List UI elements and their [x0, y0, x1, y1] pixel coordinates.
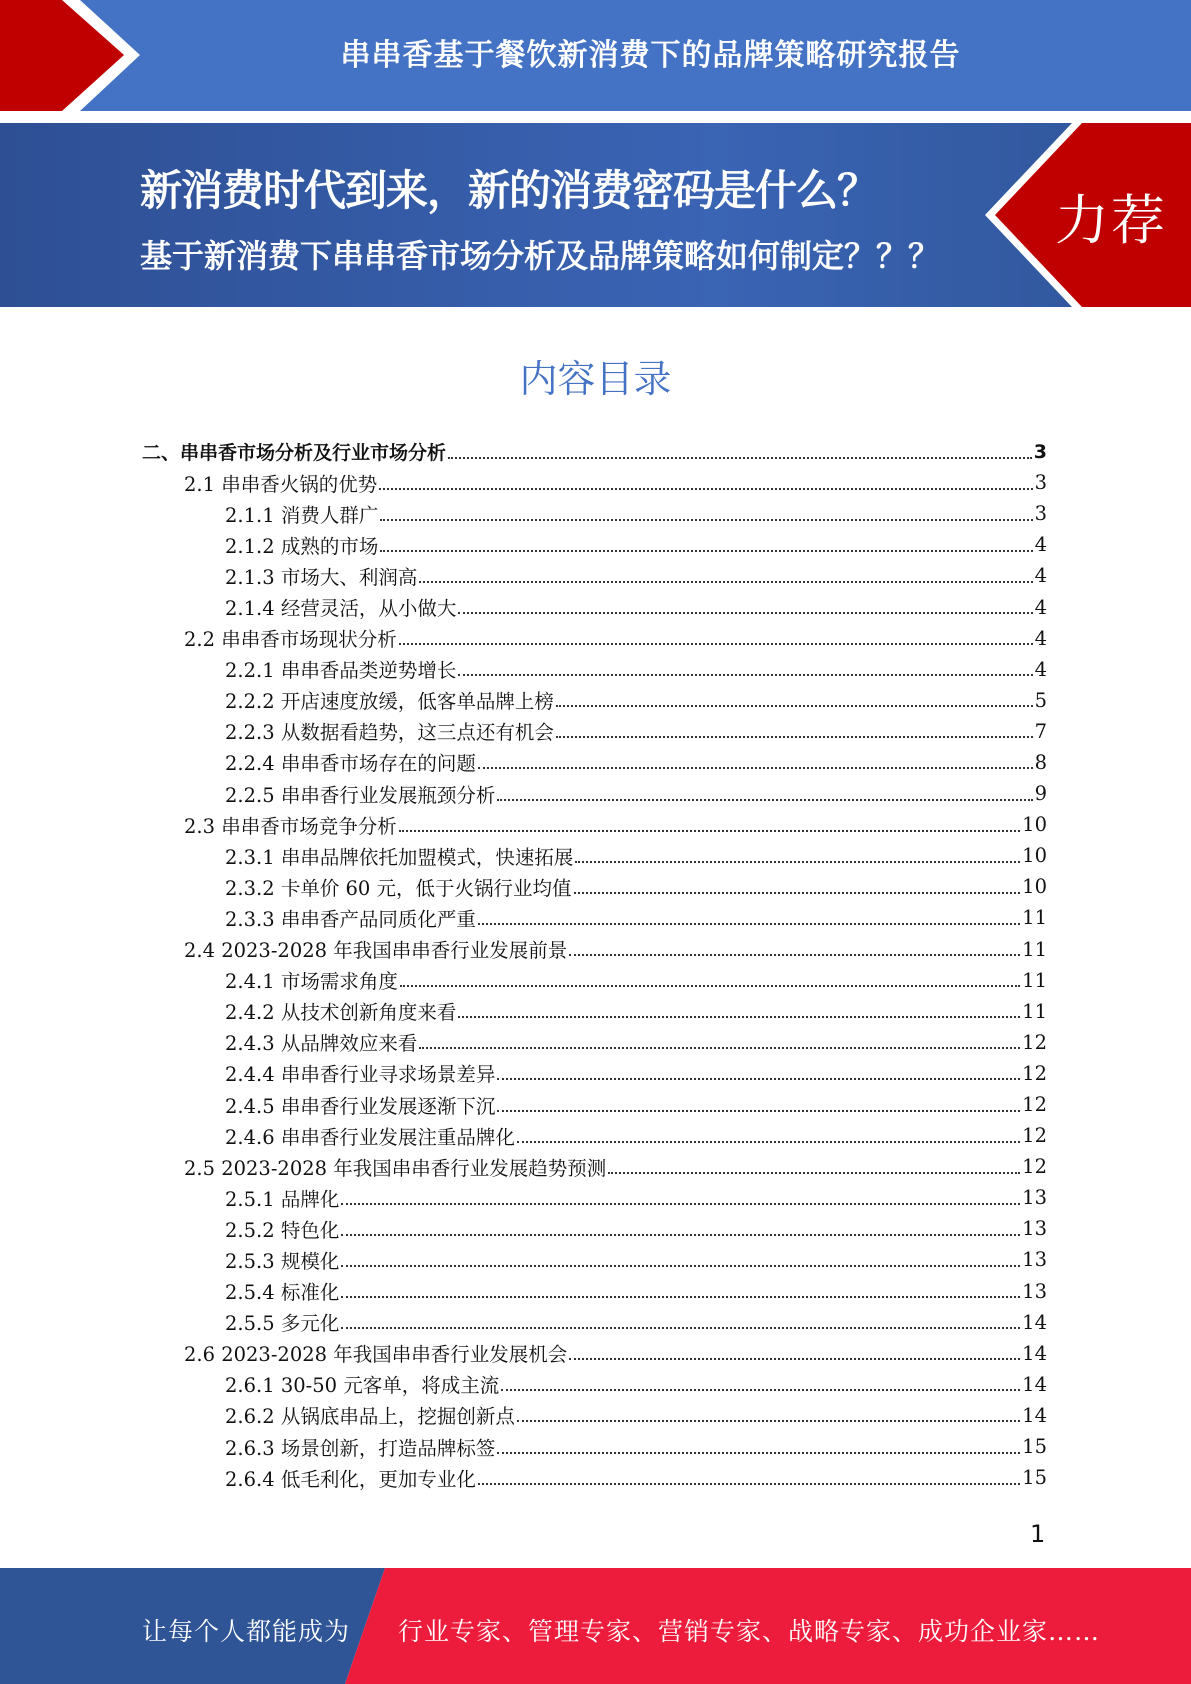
toc-dot-leader — [556, 736, 1033, 738]
toc-entry-page: 13 — [1022, 1279, 1047, 1303]
toc-entry-title: 2.3.1 串串品牌依托加盟模式，快速拓展 — [225, 845, 574, 869]
toc-entry-title: 2.4.2 从技术创新角度来看 — [225, 1001, 457, 1025]
toc-entry-title: 2.5.3 规模化 — [225, 1249, 340, 1273]
toc-entry-title: 2.2.3 从数据看趋势，这三点还有机会 — [225, 721, 554, 745]
toc-dot-leader — [501, 1389, 1020, 1391]
toc-dot-leader — [458, 1016, 1020, 1018]
toc-entry-page: 3 — [1034, 502, 1047, 526]
toc-entry-title: 2.3.3 串串香产品同质化严重 — [225, 907, 476, 931]
table-of-contents — [0, 436, 1191, 1493]
toc-entry-page: 12 — [1022, 1093, 1047, 1117]
toc-dot-leader — [419, 1047, 1020, 1049]
toc-entry-page: 10 — [1022, 844, 1047, 868]
toc-entry-page: 5 — [1034, 688, 1047, 712]
toc-entry[interactable] — [0, 1276, 1191, 1307]
toc-dot-leader — [574, 892, 1021, 894]
toc-entry-page: 14 — [1022, 1403, 1047, 1427]
toc-entry-title: 2.6.1 30-50 元客单，将成主流 — [225, 1374, 500, 1398]
toc-dot-leader — [458, 612, 1032, 614]
toc-entry-title: 二、串串香市场分析及行业市场分析 — [142, 442, 447, 465]
toc-entry-page: 12 — [1022, 1061, 1047, 1085]
toc-entry-title: 2.1.4 经营灵活，从小做大 — [225, 597, 457, 621]
toc-entry-title: 2.5.1 品牌化 — [225, 1187, 340, 1211]
toc-entry[interactable] — [0, 498, 1191, 529]
toc-entry-page: 10 — [1022, 813, 1047, 837]
toc-dot-leader — [478, 1483, 1020, 1485]
toc-dot-leader — [478, 923, 1020, 925]
toc-entry[interactable] — [0, 809, 1191, 840]
toc-entry-title: 2.3 串串香市场竞争分析 — [184, 814, 397, 838]
toc-entry[interactable] — [0, 1182, 1191, 1213]
red-chevron-decoration — [0, 0, 160, 111]
toc-entry-title: 2.4 2023-2028 年我国串串香行业发展前景 — [184, 939, 568, 963]
toc-entry-title: 2.6 2023-2028 年我国串串香行业发展机会 — [184, 1343, 568, 1367]
toc-entry[interactable] — [0, 1307, 1191, 1338]
toc-entry-page: 12 — [1022, 1030, 1047, 1054]
toc-entry[interactable] — [0, 685, 1191, 716]
footer-roles: 行业专家、管理专家、营销专家、战略专家、成功企业家…… — [398, 1617, 1101, 1646]
toc-dot-leader — [379, 488, 1032, 490]
toc-entry-page: 7 — [1034, 719, 1047, 743]
toc-entry-page: 14 — [1022, 1372, 1047, 1396]
toc-entry-title: 2.6.3 场景创新，打造品牌标签 — [225, 1436, 496, 1460]
toc-entry-page: 4 — [1034, 595, 1047, 619]
toc-entry[interactable] — [0, 716, 1191, 747]
report-title: 串串香基于餐饮新消费下的品牌策略研究报告 — [340, 38, 961, 73]
toc-dot-leader — [399, 643, 1033, 645]
toc-entry-page: 3 — [1033, 440, 1047, 463]
toc-entry-title: 2.3.2 卡单价 60 元，低于火锅行业均值 — [225, 876, 572, 900]
toc-entry[interactable] — [0, 934, 1191, 965]
toc-entry-page: 13 — [1022, 1248, 1047, 1272]
toc-dot-leader — [380, 519, 1032, 521]
toc-entry-title: 2.6.2 从锅底串品上，挖掘创新点 — [225, 1405, 515, 1429]
toc-entry[interactable] — [0, 778, 1191, 809]
toc-entry[interactable] — [0, 1369, 1191, 1400]
toc-entry-title: 2.5.2 特色化 — [225, 1218, 340, 1242]
toc-entry[interactable] — [0, 965, 1191, 996]
toc-dot-leader — [608, 1172, 1020, 1174]
toc-dot-leader — [517, 1420, 1020, 1422]
toc-entry-title: 2.5.5 多元化 — [225, 1312, 340, 1336]
toc-entry-title: 2.4.6 串串香行业发展注重品牌化 — [225, 1125, 515, 1149]
toc-dot-leader — [341, 1234, 1020, 1236]
toc-entry[interactable] — [0, 467, 1191, 498]
toc-dot-leader — [497, 1110, 1020, 1112]
toc-entry-title: 2.4.1 市场需求角度 — [225, 970, 398, 994]
toc-entry-title: 2.5.4 标准化 — [225, 1281, 340, 1305]
toc-entry-title: 2.2.2 开店速度放缓，低客单品牌上榜 — [225, 690, 554, 714]
toc-entry[interactable] — [0, 1089, 1191, 1120]
toc-dot-leader — [341, 1327, 1020, 1329]
toc-entry[interactable] — [0, 1120, 1191, 1151]
toc-dot-leader — [341, 1203, 1020, 1205]
toc-dot-leader — [517, 1141, 1020, 1143]
badge-decoration — [0, 123, 1191, 307]
toc-entry-title: 2.1.1 消费人群广 — [225, 503, 379, 527]
toc-dot-leader — [569, 954, 1020, 956]
toc-entry-page: 10 — [1022, 875, 1047, 899]
toc-entry[interactable] — [0, 591, 1191, 622]
toc-dot-leader — [341, 1265, 1020, 1267]
toc-entry-title: 2.5 2023-2028 年我国串串香行业发展趋势预测 — [184, 1156, 607, 1180]
toc-entry[interactable] — [0, 1462, 1191, 1493]
toc-dot-leader — [341, 1296, 1020, 1298]
toc-dot-leader — [556, 705, 1033, 707]
toc-entry-title: 2.2 串串香市场现状分析 — [184, 628, 397, 652]
toc-entry-title: 2.2.4 串串香市场存在的问题 — [225, 752, 476, 776]
toc-entry-page: 13 — [1022, 1217, 1047, 1241]
toc-dot-leader — [399, 830, 1020, 832]
toc-entry-page: 8 — [1034, 750, 1047, 774]
toc-entry[interactable] — [0, 1027, 1191, 1058]
toc-entry-title: 2.1.3 市场大、利润高 — [225, 565, 418, 589]
toc-entry-page: 3 — [1034, 471, 1047, 495]
toc-dot-leader — [448, 457, 1032, 459]
toc-dot-leader — [458, 674, 1032, 676]
toc-dot-leader — [497, 799, 1032, 801]
toc-dot-leader — [478, 767, 1033, 769]
toc-dot-leader — [400, 985, 1020, 987]
toc-entry-page: 11 — [1022, 906, 1047, 930]
toc-entry[interactable] — [0, 840, 1191, 871]
toc-entry[interactable] — [0, 436, 1191, 467]
toc-entry[interactable] — [0, 1400, 1191, 1431]
toc-entry-page: 14 — [1022, 1310, 1047, 1334]
toc-entry-page: 4 — [1034, 657, 1047, 681]
toc-dot-leader — [575, 861, 1020, 863]
toc-title: 内容目录 — [519, 357, 672, 401]
toc-entry[interactable] — [0, 654, 1191, 685]
toc-dot-leader — [419, 581, 1032, 583]
toc-dot-leader — [497, 1078, 1020, 1080]
toc-entry-page: 4 — [1034, 626, 1047, 650]
toc-entry-title: 2.2.5 串串香行业发展瓶颈分析 — [225, 783, 496, 807]
toc-entry[interactable] — [0, 902, 1191, 933]
toc-entry-title: 2.4.4 串串香行业寻求场景差异 — [225, 1063, 496, 1087]
toc-entry[interactable] — [0, 623, 1191, 654]
top-banner — [0, 0, 1191, 111]
toc-entry-page: 9 — [1034, 782, 1047, 806]
toc-entry-page: 4 — [1034, 564, 1047, 588]
page-number: 1 — [1030, 1520, 1046, 1548]
toc-entry-page: 11 — [1022, 999, 1047, 1023]
toc-entry[interactable] — [0, 747, 1191, 778]
toc-entry-page: 12 — [1022, 1155, 1047, 1179]
toc-entry[interactable] — [0, 560, 1191, 591]
toc-entry[interactable] — [0, 1431, 1191, 1462]
toc-entry-page: 12 — [1022, 1124, 1047, 1148]
toc-entry-page: 14 — [1022, 1341, 1047, 1365]
toc-entry-title: 2.1.2 成熟的市场 — [225, 534, 379, 558]
toc-entry-title: 2.4.5 串串香行业发展逐渐下沉 — [225, 1094, 496, 1118]
toc-entry-title: 2.1 串串香火锅的优势 — [184, 472, 378, 496]
toc-dot-leader — [497, 1452, 1020, 1454]
toc-entry[interactable] — [0, 1244, 1191, 1275]
toc-entry[interactable] — [0, 871, 1191, 902]
toc-entry-title: 2.6.4 低毛利化，更加专业化 — [225, 1467, 476, 1491]
toc-entry-page: 15 — [1022, 1466, 1047, 1490]
toc-entry-page: 4 — [1034, 533, 1047, 557]
toc-entry[interactable] — [0, 996, 1191, 1027]
toc-entry[interactable] — [0, 1213, 1191, 1244]
toc-dot-leader — [569, 1358, 1020, 1360]
toc-entry[interactable] — [0, 529, 1191, 560]
footer-slogan: 让每个人都能成为 — [142, 1617, 351, 1646]
toc-entry[interactable] — [0, 1338, 1191, 1369]
toc-dot-leader — [380, 550, 1032, 552]
toc-entry[interactable] — [0, 1151, 1191, 1182]
headline: 新消费时代到来，新的消费密码是什么？ — [140, 166, 879, 215]
subheadline: 基于新消费下串串香市场分析及品牌策略如何制定？？？ — [140, 237, 941, 275]
toc-entry-page: 13 — [1022, 1186, 1047, 1210]
toc-entry-page: 11 — [1022, 937, 1047, 961]
toc-entry[interactable] — [0, 1058, 1191, 1089]
recommend-badge: 力荐 — [1055, 189, 1167, 252]
toc-entry-page: 15 — [1022, 1435, 1047, 1459]
toc-entry-page: 11 — [1022, 968, 1047, 992]
toc-entry-title: 2.4.3 从品牌效应来看 — [225, 1032, 418, 1056]
toc-entry-title: 2.2.1 串串香品类逆势增长 — [225, 659, 457, 683]
